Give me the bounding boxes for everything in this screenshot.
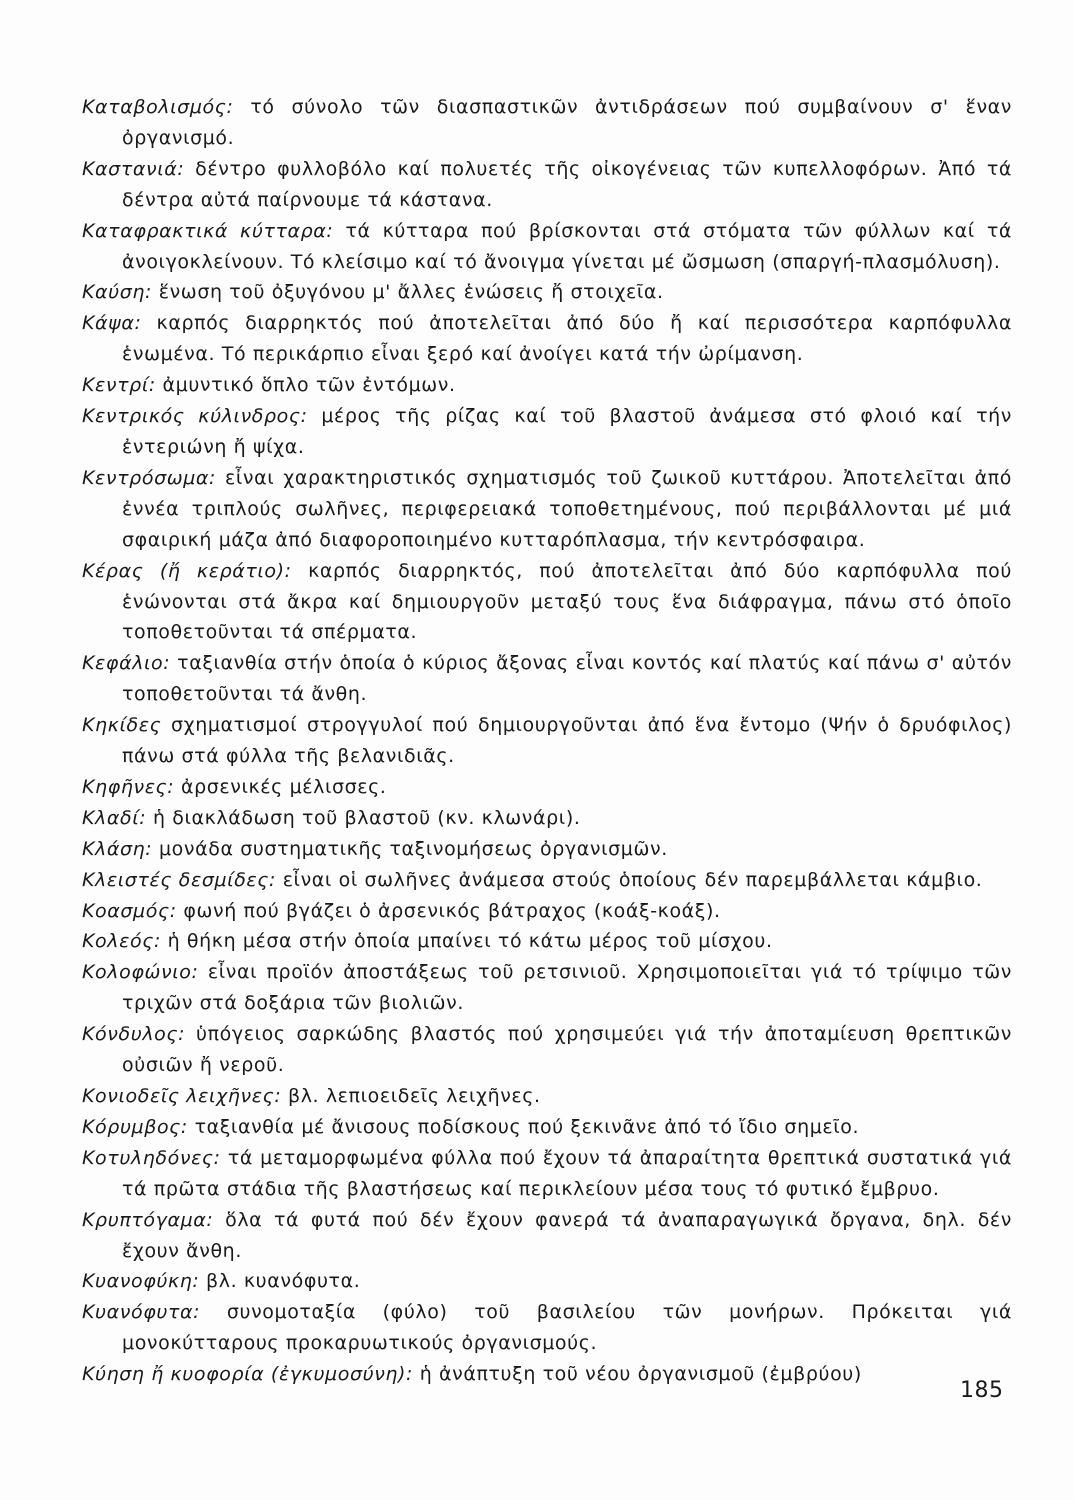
entry-term: Κόρυμβος: <box>82 1115 188 1138</box>
entry-definition: συνομοταξία (φύλο) τοῦ βασιλείου τῶν μονήρων. Πρόκειται γιά μονοκύτταρους προκαρυωτικούς ὀργανισμούς. <box>122 1301 1012 1355</box>
entry-definition: ἀμυντικό ὅπλο τῶν ἐντόμων. <box>162 374 456 397</box>
glossary-entry <box>82 216 1012 278</box>
entry-term: Κηκίδες <box>82 714 162 737</box>
glossary-entry <box>82 277 1012 308</box>
entry-definition: καρπός διαρρηκτός πού ἀποτελεῖται ἀπό δύο ἤ καί περισσότερα καρπόφυλλα ἑνωμένα. Τό περικάρπιο εἶναι ξερό καί ἀνοίγει κατά τήν ὠρίμανση. <box>122 312 1013 366</box>
entry-term: Κλειστές δεσμίδες: <box>82 868 277 891</box>
entry-definition: ἡ ἀνάπτυξη τοῦ νέου ὀργανισμοῦ (ἐμβρύου) <box>419 1363 862 1386</box>
glossary-entry <box>82 834 1012 865</box>
entry-term: Κρυπτόγαμα: <box>82 1208 214 1231</box>
entry-term: Κεντρόσωμα: <box>82 466 217 489</box>
glossary-entry <box>82 1266 1012 1297</box>
glossary-entry <box>82 1297 1012 1359</box>
entry-definition: ταξιανθία στήν ὁποία ὁ κύριος ἄξονας εἶναι κοντός καί πλατύς καί πάνω σ' αὐτόν τοποθετοῦνται τά ἄνθη. <box>122 652 1012 706</box>
entry-definition: τά κύτταρα πού βρίσκονται στά στόματα τῶν φύλλων καί τά ἀνοιγοκλείνουν. Τό κλείσιμο καί τό ἄνοιγμα γίνεται μέ ὤσμωση (σπαργή-πλασμόλυση). <box>122 219 1012 273</box>
entry-term: Κολοφώνιο: <box>82 961 199 984</box>
glossary-entry <box>82 1205 1012 1267</box>
glossary-entry <box>82 957 1012 1019</box>
entry-term: Κυανοφύκη: <box>82 1270 200 1293</box>
entry-term: Κάψα: <box>82 312 142 335</box>
entry-definition: εἶναι προϊόν ἀποστάξεως τοῦ ρετσινιοῦ. Χρησιμοποιεῖται γιά τό τρίψιμο τῶν τριχῶν στά δοξάρια τῶν βιολιῶν. <box>122 961 1012 1015</box>
page-number: 185 <box>960 1378 1004 1403</box>
entry-definition: ἀρσενικές μέλισσες. <box>180 775 387 798</box>
glossary-entry <box>82 556 1012 649</box>
glossary-entry <box>82 370 1012 401</box>
glossary-entry <box>82 92 1012 154</box>
entry-definition: φωνή πού βγάζει ὁ ἀρσενικός βάτραχος (κοάξ-κοάξ). <box>183 899 721 922</box>
glossary-entry <box>82 1359 1012 1390</box>
entry-definition: μέρος τῆς ρίζας καί τοῦ βλαστοῦ ἀνάμεσα στό φλοιό καί τήν ἐντεριώνη ἤ ψίχα. <box>122 405 1013 458</box>
entry-term: Καύση: <box>82 281 153 304</box>
entry-definition: δέντρο φυλλοβόλο καί πολυετές τῆς οἰκογένειας τῶν κυπελλοφόρων. Ἀπό τά δέντρα αὐτά παίρνουμε τά κάστανα. <box>122 157 1013 211</box>
entry-term: Κόνδυλος: <box>82 1023 186 1046</box>
entry-term: Κολεός: <box>82 930 161 953</box>
glossary-entry <box>82 865 1012 896</box>
entry-term: Κονιοδεῖς λειχῆνες: <box>82 1085 282 1107</box>
entry-term: Καταφρακτικά κύτταρα: <box>82 219 334 242</box>
entry-term: Κηφῆνες: <box>82 775 175 798</box>
glossary-entry <box>82 926 1012 957</box>
entry-term: Κεντρικός κύλινδρος: <box>82 405 308 428</box>
entry-term: Κοτυληδόνες: <box>82 1146 221 1169</box>
entry-term: Καστανιά: <box>82 157 185 180</box>
entry-term: Κεφάλιο: <box>82 652 171 675</box>
entry-definition: εἶναι χαρακτηριστικός σχηματισμός τοῦ ζωικοῦ κυττάρου. Ἀποτελεῖται ἀπό ἐννέα τριπλούς σωλῆνες, περιφερειακά τοποθετημένους, πού περιβάλλονται μέ μιά σφαιρική μάζα ἀπό διαφοροποιημένο κυτταρόπλασμα, τήν κεντρόσφαιρα. <box>122 466 1012 551</box>
glossary-entry <box>82 1019 1012 1081</box>
entry-definition: ἕνωση τοῦ ὀξυγόνου μ' ἄλλες ἑνώσεις ἤ στοιχεῖα. <box>158 281 664 304</box>
glossary-entry <box>82 1081 1012 1112</box>
glossary-entries <box>82 92 1012 1390</box>
entry-definition: βλ. κυανόφυτα. <box>206 1270 361 1293</box>
entry-term: Κυανόφυτα: <box>82 1301 201 1324</box>
entry-definition: τό σύνολο τῶν διασπαστικῶν ἀντιδράσεων πού συμβαίνουν σ' ἕναν ὀργανισμό. <box>122 96 1013 149</box>
glossary-entry <box>82 401 1012 463</box>
entry-term: Καταβολισμός: <box>82 96 234 118</box>
entry-term: Κλαδί: <box>82 806 147 829</box>
glossary-entry <box>82 463 1012 556</box>
entry-definition: καρπός διαρρηκτός, πού ἀποτελεῖται ἀπό δύο καρπόφυλλα πού ἑνώνονται στά ἄκρα καί δημιουργοῦν μεταξύ τους ἕνα διάφραγμα, πάνω στό ὁποῖο τοποθετοῦνται τά σπέρματα. <box>122 559 1012 644</box>
entry-term: Κύηση ἤ κυοφορία (ἐγκυμοσύνη): <box>82 1363 414 1386</box>
entry-term: Κεντρί: <box>82 374 156 397</box>
entry-term: Κοασμός: <box>82 899 177 922</box>
entry-definition: ἡ διακλάδωση τοῦ βλαστοῦ (κν. κλωνάρι). <box>152 806 581 829</box>
entry-definition: σχηματισμοί στρογγυλοί πού δημιουργοῦνται ἀπό ἕνα ἔντομο (Ψήν ὁ δρυόφιλος) πάνω στά φύλλα τῆς βελανιδιᾶς. <box>122 714 1013 768</box>
glossary-entry <box>82 1112 1012 1143</box>
glossary-entry <box>82 772 1012 803</box>
glossary-entry <box>82 803 1012 834</box>
entry-definition: ὑπόγειος σαρκώδης βλαστός πού χρησιμεύει γιά τήν ἀποταμίευση θρεπτικῶν οὐσιῶν ἤ νεροῦ. <box>122 1023 1012 1077</box>
entry-term: Κέρας (ἤ κεράτιο): <box>82 559 292 582</box>
glossary-entry <box>82 154 1012 216</box>
entry-definition: τά μεταμορφωμένα φύλλα πού ἔχουν τά ἀπαραίτητα θρεπτικά συστατικά γιά τά πρῶτα στάδια τῆς βλαστήσεως καί περικλείουν μέσα τους τό φυτικό ἔμβρυο. <box>122 1146 1012 1200</box>
entry-definition: βλ. λεπιοειδεῖς λειχῆνες. <box>287 1085 541 1107</box>
entry-definition: ταξιανθία μέ ἄνισους ποδίσκους πού ξεκινᾶνε ἀπό τό ἴδιο σημεῖο. <box>194 1115 860 1138</box>
entry-definition: μονάδα συστηματικῆς ταξινομήσεως ὀργανισμῶν. <box>158 837 668 860</box>
glossary-entry <box>82 896 1012 927</box>
entry-definition: εἶναι οἱ σωλῆνες ἀνάμεσα στούς ὁποίους δέν παρεμβάλλεται κάμβιο. <box>282 868 983 891</box>
glossary-entry <box>82 648 1012 710</box>
entry-definition: ὅλα τά φυτά πού δέν ἔχουν φανερά τά ἀναπαραγωγικά ὄργανα, δηλ. δέν ἔχουν ἄνθη. <box>122 1208 1013 1262</box>
entry-definition: ἡ θήκη μέσα στήν ὁποία μπαίνει τό κάτω μέρος τοῦ μίσχου. <box>167 930 773 953</box>
glossary-entry <box>82 308 1012 370</box>
glossary-entry <box>82 710 1012 772</box>
entry-term: Κλάση: <box>82 837 153 860</box>
glossary-entry <box>82 1143 1012 1205</box>
